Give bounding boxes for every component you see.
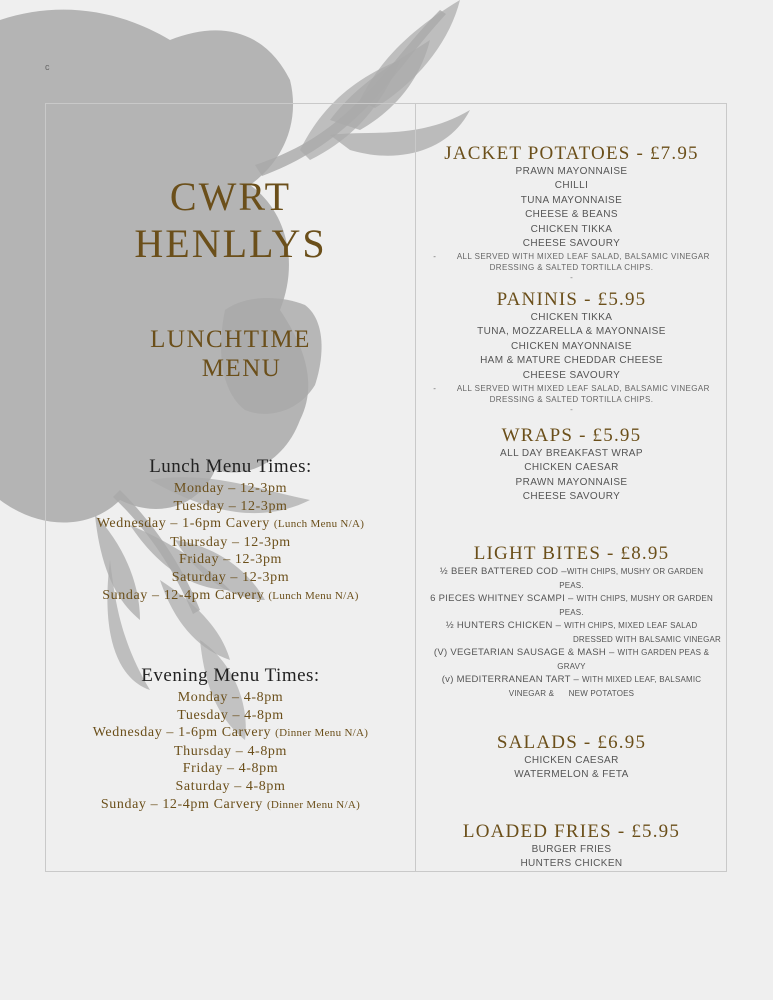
- section-title: LIGHT BITES - £8.95: [473, 543, 670, 564]
- menu-item: 6 PIECES WHITNEY SCAMPI – WITH CHIPS, MUSHY OR GARDEN: [430, 593, 713, 604]
- corner-mark: c: [45, 62, 50, 72]
- lunch-time-line: Wednesday – 1-6pm Cavery (Lunch Menu N/A): [96, 516, 365, 532]
- menu-item: TUNA MAYONNAISE: [520, 194, 623, 206]
- lunch-times-heading: Lunch Menu Times:: [149, 456, 312, 477]
- section-title: LOADED FRIES - £5.95: [462, 821, 681, 842]
- menu-item: (v) MEDITERRANEAN TART – WITH MIXED LEAF, BALSAMIC: [441, 674, 702, 685]
- section-salads: [416, 732, 727, 783]
- menu-item: CHILLI: [554, 180, 589, 192]
- menu-item: HUNTERS CHICKEN: [520, 858, 623, 870]
- menu-item: ½ HUNTERS CHICKEN – WITH CHIPS, MIXED LEAF SALAD: [445, 620, 698, 631]
- menu-item: CHICKEN TIKKA: [530, 312, 613, 323]
- menu-item: PRAWN MAYONNAISE: [515, 166, 628, 177]
- evening-time-line: Monday – 4-8pm: [177, 690, 284, 705]
- title-line: CWRT: [169, 174, 292, 219]
- evening-time-line: Thursday – 4-8pm: [173, 743, 288, 759]
- section-dash: -: [570, 405, 573, 415]
- title-line: HENLLYS: [134, 221, 327, 266]
- lunch-time-line: Friday – 12-3pm: [178, 552, 283, 568]
- section-light-bites: [416, 543, 727, 700]
- section-jacket-potatoes: [416, 143, 727, 283]
- section-paninis: [416, 289, 727, 415]
- menu-item: CHICKEN MAYONNAISE: [511, 340, 632, 352]
- evening-time-line: Tuesday – 4-8pm: [177, 707, 284, 723]
- subtitle-line: LUNCHTIME: [150, 326, 311, 353]
- evening-times-heading: Evening Menu Times:: [141, 665, 320, 686]
- menu-item-continued: PEAS.: [559, 607, 584, 617]
- menu-item: CHEESE SAVOURY: [522, 369, 621, 381]
- subtitle-line: MENU: [201, 355, 282, 382]
- menu-item-continued: PEAS.: [559, 580, 584, 590]
- lunch-times: [46, 456, 415, 605]
- restaurant-title: [46, 173, 415, 267]
- section-title: JACKET POTATOES - £7.95: [444, 143, 699, 164]
- menu-item: CHEESE SAVOURY: [522, 238, 621, 250]
- menu-item: ALL DAY BREAKFAST WRAP: [500, 448, 643, 459]
- evening-time-line: Saturday – 4-8pm: [175, 778, 286, 794]
- menu-item: BURGER FRIES: [531, 844, 612, 855]
- section-title: WRAPS - £5.95: [501, 425, 642, 446]
- evening-time-line: Friday – 4-8pm: [182, 761, 279, 777]
- section-note: - ALL SERVED WITH MIXED LEAF SALAD, BALSAMIC VINEGAR: [433, 384, 710, 394]
- lunch-time-line: Monday – 12-3pm: [173, 481, 288, 496]
- evening-time-line: Sunday – 12-4pm Carvery (Dinner Menu N/A): [100, 796, 361, 812]
- lunch-time-line: Sunday – 12-4pm Carvery (Lunch Menu N/A): [102, 587, 359, 603]
- section-note: DRESSING & SALTED TORTILLA CHIPS.: [489, 263, 654, 273]
- menu-subtitle: [46, 325, 415, 383]
- lunch-time-line: Tuesday – 12-3pm: [173, 498, 288, 514]
- section-title: PANINIS - £5.95: [496, 289, 647, 310]
- menu-item: TUNA, MOZZARELLA & MAYONNAISE: [477, 326, 666, 338]
- menu-item: WATERMELON & FETA: [514, 769, 629, 781]
- menu-item: (V) VEGETARIAN SAUSAGE & MASH – WITH GARDEN PEAS &: [433, 647, 710, 658]
- menu-item-continued: GRAVY: [557, 661, 586, 671]
- menu-item: PRAWN MAYONNAISE: [515, 476, 628, 488]
- section-note: - ALL SERVED WITH MIXED LEAF SALAD, BALSAMIC VINEGAR: [433, 252, 710, 262]
- lunch-time-line: Saturday – 12-3pm: [171, 569, 290, 585]
- section-title: SALADS - £6.95: [496, 732, 647, 753]
- evening-time-line: Wednesday – 1-6pm Carvery (Dinner Menu N/A): [92, 725, 369, 741]
- menu-item: CHICKEN CAESAR: [524, 755, 619, 766]
- menu-item: ½ BEER BATTERED COD –WITH CHIPS, MUSHY OR GARDEN: [439, 566, 704, 577]
- evening-times: [46, 665, 415, 814]
- menu-item-continued: VINEGAR & NEW POTATOES: [508, 688, 635, 698]
- lunch-time-line: Thursday – 12-3pm: [170, 534, 291, 550]
- section-loaded-fries: [416, 821, 727, 872]
- section-dash: -: [570, 273, 573, 283]
- menu-item: CHICKEN CAESAR: [524, 462, 619, 474]
- menu-item: CHICKEN TIKKA: [530, 223, 613, 235]
- menu-item: HAM & MATURE CHEDDAR CHEESE: [480, 355, 663, 367]
- menu-item: CHEESE & BEANS: [525, 209, 618, 221]
- section-note: DRESSING & SALTED TORTILLA CHIPS.: [489, 395, 654, 405]
- section-wraps: [416, 425, 727, 505]
- menu-item-continued: DRESSED WITH BALSAMIC VINEGAR: [572, 634, 721, 644]
- menu-item: CHEESE SAVOURY: [522, 491, 621, 503]
